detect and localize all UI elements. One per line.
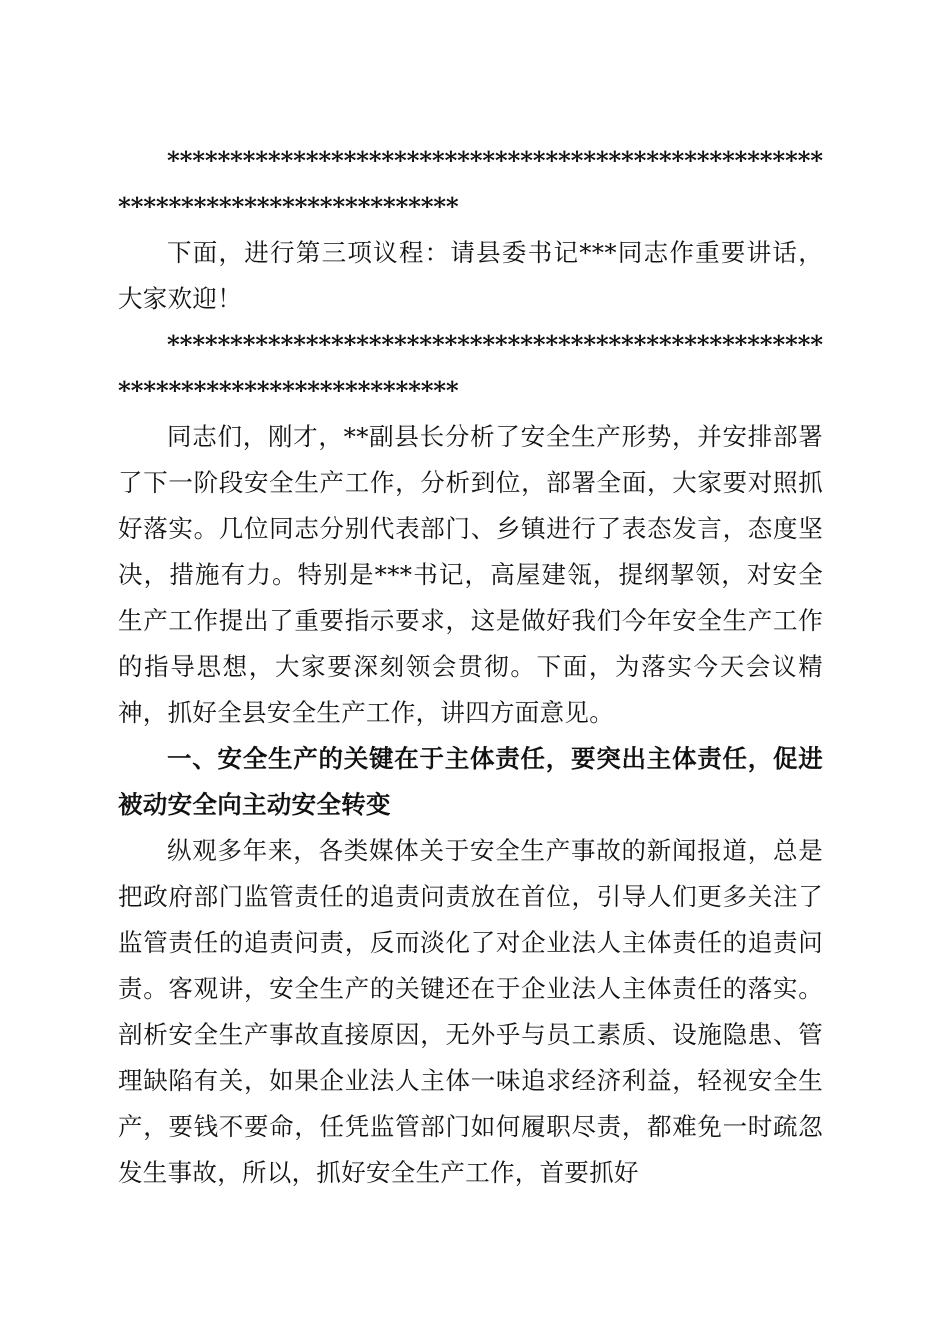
document-body — [118, 138, 823, 1196]
agenda-announcement: 下面，进行第三项议程：请县委书记***同志作重要讲话，大家欢迎！ — [118, 238, 823, 313]
body-paragraph: 纵观多年来，各类媒体关于安全生产事故的新闻报道，总是把政府部门监管责任的追责问责放在首位，引导人们更多关注了监管责任的追责问责，反而淡化了对企业法人主体责任的追责问责。客观讲，安全生产的关键还在于企业法人主体责任的落实。剖析安全生产事故直接原因，无外乎与员工素质、设施隐患、管理缺陷有关，如果企业法人主体一味追求经济利益，轻视安全生产，要钱不要命，任凭监管部门如何履职尽责，都难免一时疏忽发生事故，所以，抓好安全生产工作，首要抓好 — [118, 836, 823, 1187]
section-heading: 一、安全生产的关键在于主体责任，要突出主体责任，促进被动安全向主动安全转变 — [118, 744, 823, 819]
opening-paragraph: 同志们，刚才，**副县长分析了安全生产形势，并安排部署了下一阶段安全生产工作，分析到位，部署全面，大家要对照抓好落实。几位同志分别代表部门、乡镇进行了表态发言，态度坚决，措施有力。特别是***书记，高屋建瓴，提纲挈领，对安全生产工作提出了重要指示要求，这是做好我们今年安全生产工作的指导思想，大家要深刻领会贯彻。下面，为落实今天会议精神，抓好全县安全生产工作，讲四方面意见。 — [118, 422, 823, 727]
separator-stars: ******************************************************************************* — [118, 146, 823, 221]
separator-stars: ******************************************************************************* — [118, 330, 823, 405]
